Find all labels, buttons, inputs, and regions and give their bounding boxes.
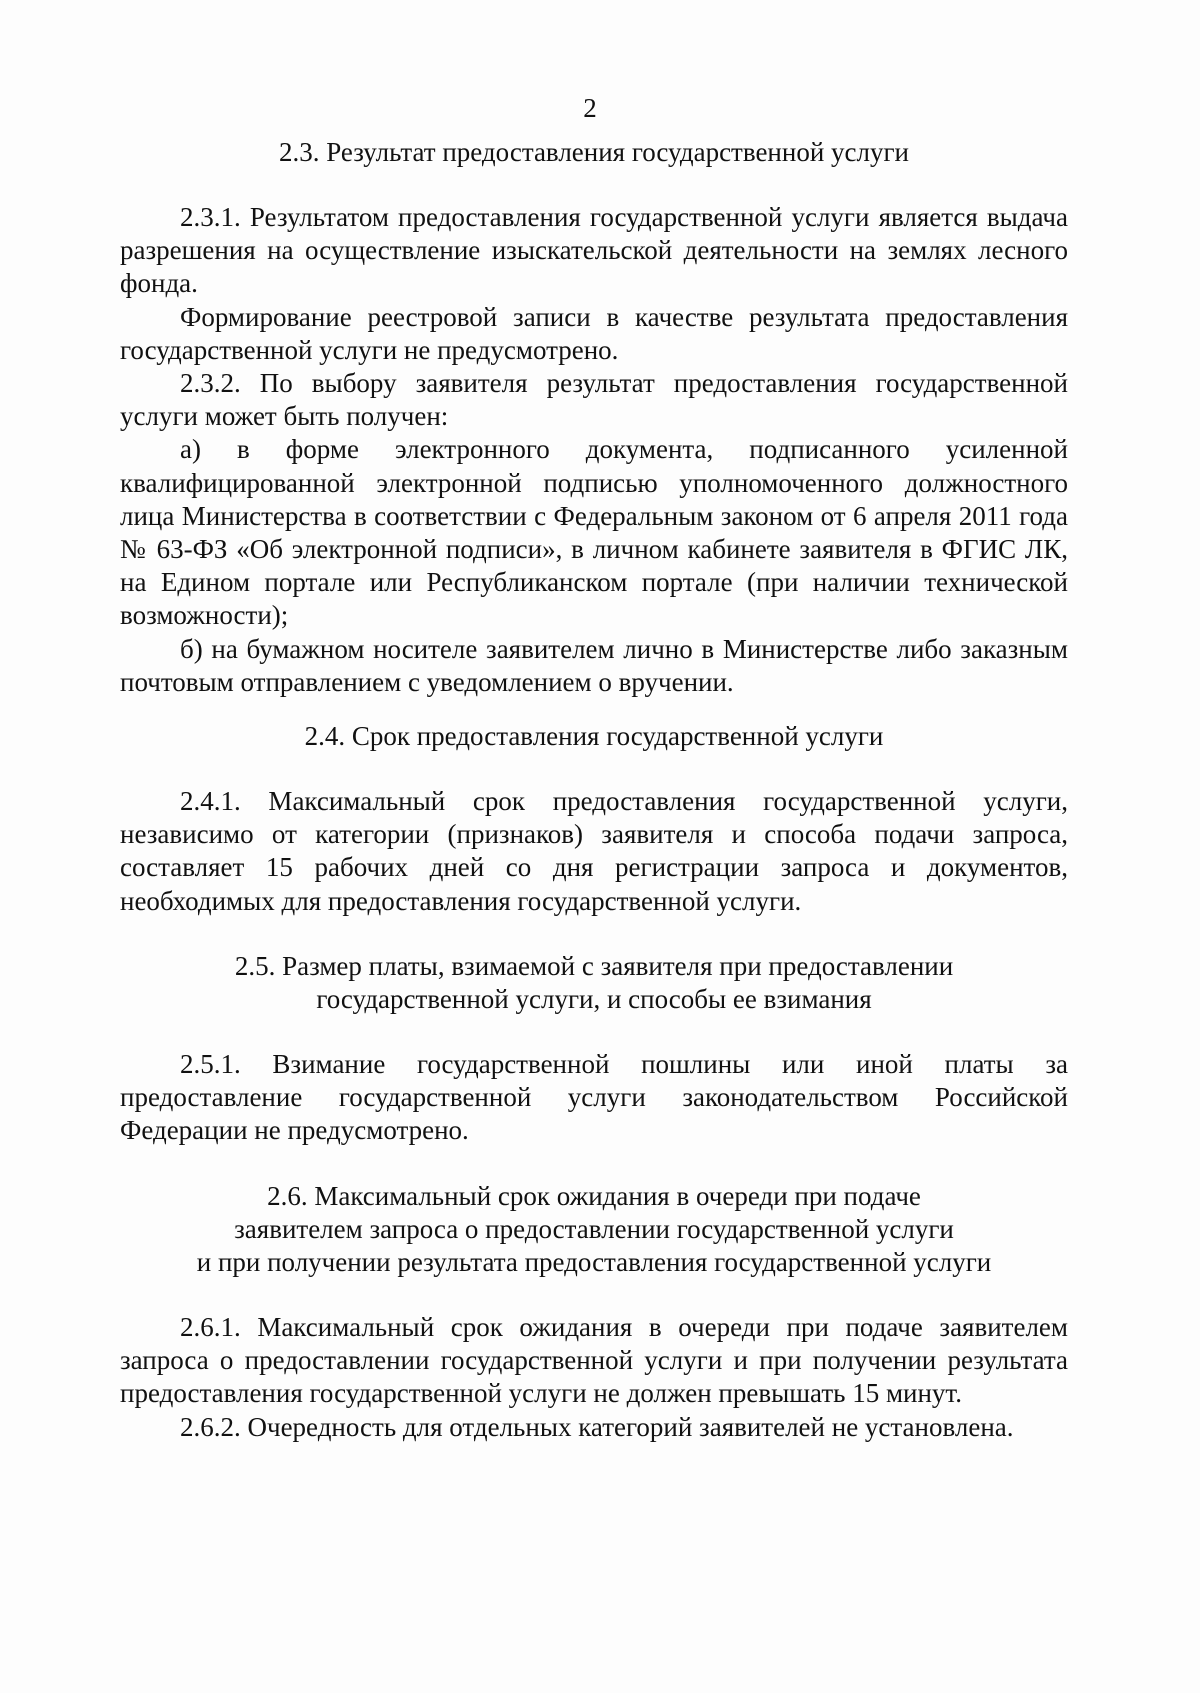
page-number: 2 [583, 93, 597, 123]
paragraph-2-6-2: 2.6.2. Очередность для отдельных категорий заявителей не установлена. [180, 1411, 1014, 1442]
section-body-2-3 [120, 201, 1068, 699]
paragraph-2-3-2: 2.3.2. По выбору заявителя результат предоставления государственной услуги может быть получен: [120, 368, 1068, 432]
paragraph-2-3-2-a: а) в форме электронного документа, подписанного усиленной квалифицированной электронной подписью уполномоченного должностного лица Министерства в соответствии с Федеральным законом от 6 апреля 2011 года № 63-ФЗ «Об электронной подписи», в личном кабинете заявителя в ФГИС ЛК, на Едином портале или Республиканском портале (при наличии технической возможности); [120, 434, 1068, 631]
section-heading-2-5-line2: государственной услуги, и способы ее взимания [316, 984, 872, 1015]
paragraph-2-4-1: 2.4.1. Максимальный срок предоставления государственной услуги, независимо от категории (признаков) заявителя и способа подачи запроса, составляет 15 рабочих дней со дня регистрации запроса и документов, необходимых для предоставления государственной услуги. [120, 786, 1068, 916]
paragraph-2-3-1: 2.3.1. Результатом предоставления государственной услуги является выдача разрешения на осуществление изыскательской деятельности на землях лесного фонда. [120, 202, 1068, 299]
section-heading-2-6-line1: 2.6. Максимальный срок ожидания в очереди при подаче [267, 1181, 921, 1211]
paragraph-2-5-1: 2.5.1. Взимание государственной пошлины или иной платы за предоставление государственной услуги законодательством Российской Федерации не предусмотрено. [120, 1049, 1068, 1146]
section-body-2-4 [120, 785, 1068, 918]
section-body-2-6 [120, 1311, 1068, 1444]
paragraph-2-3-2-b: б) на бумажном носителе заявителем лично в Министерстве либо заказным почтовым отправлением с уведомлением о вручении. [120, 633, 1068, 697]
section-body-2-5 [120, 1048, 1068, 1148]
section-heading-2-3: 2.3. Результат предоставления государственной услуги [278, 137, 910, 167]
section-heading-2-5-line1: 2.5. Размер платы, взимаемой с заявителя при предоставлении [234, 951, 954, 981]
paragraph-2-6-1: 2.6.1. Максимальный срок ожидания в очереди при подаче заявителем запроса о предоставлении государственной услуги и при получении результата предоставления государственной услуги не должен превышать 15 минут. [120, 1312, 1068, 1409]
section-heading-2-5 [120, 950, 1068, 1016]
section-heading-2-6-line3: и при получении результата предоставления государственной услуги [196, 1247, 992, 1278]
paragraph-2-3-1-note: Формирование реестровой записи в качестве результата предоставления государственной услуги не предусмотрено. [120, 301, 1068, 365]
section-heading-2-6-line2: заявителем запроса о предоставлении государственной услуги [234, 1214, 954, 1245]
section-heading-2-6 [120, 1180, 1068, 1280]
section-heading-2-4: 2.4. Срок предоставления государственной услуги [304, 721, 884, 751]
